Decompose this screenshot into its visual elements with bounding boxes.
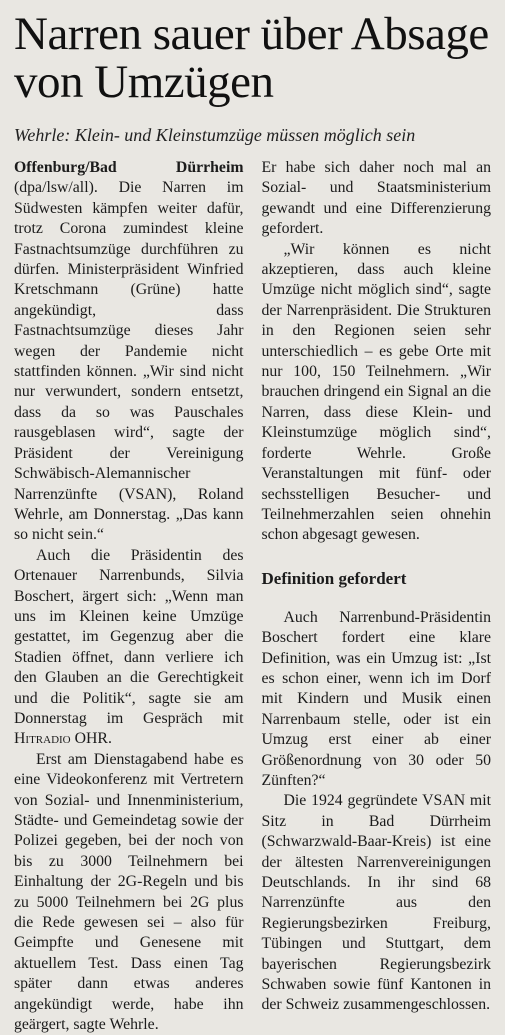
- paragraph-2-end: .: [107, 730, 112, 748]
- radio-brand: Hitradio OHR: [14, 730, 108, 748]
- article-subheadline: Wehrle: Klein- und Kleinstumzüge müssen möglich sein: [14, 125, 416, 145]
- paragraph-1-text: (dpa/lsw/all). Die Narren im Südwesten kämpfen weiter dafür, trotz Corona zumindest kleine Fastnachtsumzüge durchführen zu dürfen. Ministerpräsident Winfried Kretschmann (Grüne) hatte angekündigt, dass Fastnachtsumzüge dieses Jahr wegen der Pandemie nicht stattfinden können. „Wir sind nicht nur verwundert, sondern entsetzt, dass da so was Pauschales rausgeblasen wird“, sagte der Präsident der Vereinigung Schwäbisch-Alemannischer Narrenzünfte (VSAN), Roland Wehrle, am Donnerstag. „Das kann so nicht sein.“: [14, 179, 244, 544]
- column-left: [14, 158, 244, 1035]
- paragraph-6: Auch Narrenbund-Präsidentin Boschert fordert eine klare Definition, was ein Umzug ist: „Ist es schon einer, wenn ich im Dorf mit Kindern und Musik einen Narrenbaum stelle, oder ist ein Umzug erst einer ab einer Größenordnung von 30 oder 50 Zünften?“: [261, 608, 491, 789]
- paragraph-4: Er habe sich daher noch mal an Sozial- und Staatsministerium gewandt und eine Differenzierung gefordert.: [261, 159, 491, 238]
- column-right: [262, 158, 492, 1035]
- article-headline: Narren sauer über Absage von Umzügen: [14, 8, 489, 108]
- dateline: Offenburg/Bad Dürrheim: [14, 159, 244, 176]
- paragraph-2: [14, 546, 244, 750]
- section-subhead: Definition gefordert: [261, 568, 407, 588]
- paragraph-5: „Wir können es nicht akzeptieren, dass auch kleine Umzüge nicht möglich sind“, sagte der Narrenpräsident. Die Strukturen in den Regionen seien sehr unterschiedlich – es gebe Orte mit nur 100, 150 Teilnehmern. „Wir brauchen dringend ein Signal an die Narren, dass diese Klein- und Kleinstumzüge möglich sind“, forderte Wehrle. Große Veranstaltungen mit fünf- oder sechsstelligen Besucher- und Teilnehmerzahlen seien ohnehin schon abgesagt gewesen.: [261, 240, 491, 544]
- article-body: [14, 158, 491, 1035]
- paragraph-1: [14, 158, 244, 546]
- paragraph-7: Die 1924 gegründete VSAN mit Sitz in Bad Dürrheim (Schwarzwald-Baar-Kreis) ist eine der ältesten Narrenvereinigungen Deutschlands. In ihr sind 68 Narrenzünfte aus den Regierungsbezirken Freiburg, Tübingen und Stuttgart, dem bayerischen Regierungsbezirk Schwaben sowie fünf Kantonen in der Schweiz zusammengeschlossen.: [261, 792, 491, 1014]
- paragraph-3: Erst am Dienstagabend habe es eine Videokonferenz mit Vertretern von Sozial- und Innenministerium, Städte- und Gemeindetag sowie der Polizei gegeben, bei der noch von bis zu 3000 Teilnehmern bei Einhaltung der 2G-Regeln und bis zu 5000 Teilnehmern bei 2G plus die Rede gewesen sei – also für Geimpfte und Genesene mit aktuellem Test. Dass einen Tag später dann etwas anderes angekündigt werde, habe ihn geärgert, sagte Wehrle.: [14, 750, 244, 1034]
- paragraph-2-text: Auch die Präsidentin des Ortenauer Narrenbunds, Silvia Boschert, ärgert sich: „Wenn man uns im Kleinen keine Umzüge gestattet, im Gegenzug aber die Stadien öffnet, dann verliere ich den Glauben an die Gerechtigkeit und die Politik“, sagte sie am Donnerstag im Gespräch mit: [14, 546, 244, 727]
